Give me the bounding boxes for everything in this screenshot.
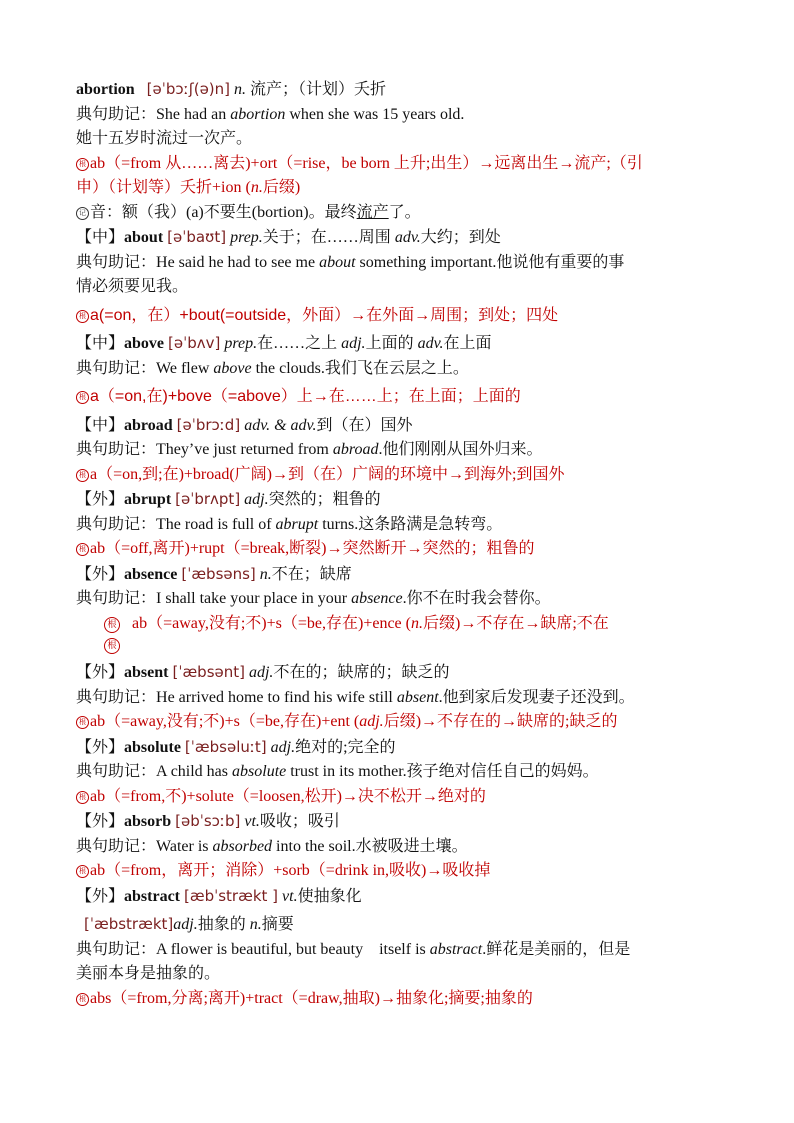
- etymology-text: abs（=from,分离;离开)+tract（=draw,抽取)→抽象化;摘要;抽象的: [90, 989, 533, 1007]
- phonetic: [ˈæbstrækt]: [84, 915, 174, 933]
- example-text: I shall take your place in your: [156, 590, 352, 607]
- etymology-line: [76, 463, 726, 488]
- example-text: turns.这条路满是急转弯。: [318, 515, 503, 533]
- phonetic: [əˈbʌv]: [168, 334, 221, 352]
- phonetic: [æbˈstrækt ]: [184, 886, 279, 905]
- entry-absent-head: [76, 660, 726, 686]
- etymology-line: [76, 385, 726, 410]
- entry-above-example: [76, 357, 726, 382]
- entry-absolute-head: [76, 735, 726, 761]
- definition: 摘要: [261, 916, 294, 933]
- example-text: .你不在时我会替你。: [402, 590, 551, 607]
- part-of-speech: adj.: [270, 738, 296, 756]
- example-label: 典句助记：: [76, 688, 157, 706]
- part-of-speech: prep.: [224, 335, 258, 352]
- example-text: .他到家后发现妻子还没到。: [438, 688, 635, 706]
- etymology-line: [76, 304, 726, 329]
- root-icon: 根: [76, 391, 89, 404]
- definition: 在……之上: [257, 335, 342, 352]
- example-text: He said he had to see me: [156, 253, 320, 271]
- vocabulary-page: [76, 77, 726, 1011]
- example-text: We flew: [156, 359, 214, 377]
- etymology-line: [76, 785, 726, 810]
- level-tag: 【中】: [76, 416, 125, 434]
- etymology-line: [76, 710, 726, 735]
- example-text: when she was 15 years old.: [285, 105, 465, 123]
- example-word: absolute: [232, 763, 287, 780]
- phonetic: [əbˈsɔːb]: [175, 812, 241, 830]
- etymology-text: 后缀)→不存在→缺席;不在: [422, 614, 609, 632]
- etymology-line: [76, 537, 726, 562]
- example-label: 典句助记：: [76, 763, 157, 780]
- part-of-speech: n.: [249, 916, 262, 933]
- definition: 到（在）国外: [316, 416, 413, 434]
- etymology-text: ab（=from，离开；消除）+sorb（=drink in,吸收)→吸收掉: [90, 862, 491, 879]
- entry-abstract-example: [76, 938, 726, 963]
- level-tag: 【外】: [76, 887, 125, 905]
- root-icon: 根: [76, 158, 89, 171]
- entry-abrupt-example: [76, 513, 726, 538]
- phonetic: [əˈbrɔːd]: [176, 415, 241, 434]
- etymology-pos: n.: [250, 179, 263, 196]
- root-icon-row: [76, 636, 726, 654]
- example-text: .他们刚刚从国外归来。: [378, 441, 543, 458]
- part-of-speech: n.: [259, 565, 272, 583]
- root-icon: 根: [104, 638, 120, 654]
- phonetic: [ˈæbsənt]: [172, 663, 245, 681]
- example-text: She had an: [156, 105, 231, 123]
- example-label: 典句助记：: [76, 253, 157, 271]
- entry-absorb-example: [76, 835, 726, 860]
- part-of-speech: adj.: [341, 335, 366, 352]
- headword: abortion: [76, 81, 135, 98]
- etymology-text: ab（=away,没有;不)+s（=be,存在)+ence (: [132, 614, 411, 632]
- headword: about: [124, 229, 164, 246]
- headword: abrupt: [124, 491, 172, 508]
- entry-abstract-head: [76, 884, 726, 910]
- entry-absence-head: [76, 562, 726, 588]
- part-of-speech: adj.: [244, 491, 269, 508]
- etymology-text: 后缀)→不存在的→缺席的;缺乏的: [383, 713, 618, 730]
- definition: 上面的: [365, 335, 418, 352]
- example-word: abroad: [332, 441, 379, 458]
- etymology-line: [76, 987, 726, 1012]
- etymology-text: a（=on,到;在)+broad(广阔)→到（在）广阔的环境中→到海外;到国外: [90, 465, 565, 483]
- example-text: The road is full of: [156, 515, 276, 533]
- example-text: Water is: [156, 837, 213, 855]
- headword: abroad: [124, 416, 173, 434]
- phonetic: [ˈæbsəns]: [181, 564, 256, 583]
- example-translation: 情必须要见我。: [76, 278, 189, 295]
- example-label: 典句助记：: [76, 515, 157, 533]
- level-tag: 【外】: [76, 738, 125, 756]
- root-icon: 根: [76, 865, 89, 878]
- entry-absence-example: [76, 587, 726, 612]
- example-text: A flower is beautiful, but beauty itself is: [156, 940, 430, 958]
- definition: 大约；到处: [420, 229, 501, 246]
- level-tag: 【外】: [76, 491, 125, 508]
- part-of-speech: n.: [234, 81, 247, 98]
- entry-absolute-example: [76, 760, 726, 785]
- example-text: He arrived home to find his wife still: [156, 688, 397, 706]
- example-label: 典句助记：: [76, 359, 157, 377]
- example-text: A child has: [156, 763, 233, 780]
- etymology-text: a(=on，在）+bout(=outside，外面）→在外面→周围；到处；四处: [90, 306, 559, 324]
- example-word: abstract: [429, 940, 483, 958]
- entry-about-head: [76, 225, 726, 251]
- example-translation: 美丽本身是抽象的。: [76, 965, 221, 982]
- etymology-text: 申）（计划等）夭折+ion (: [76, 179, 251, 196]
- memory-underlined: 流产: [356, 203, 389, 221]
- example-word: abortion: [230, 105, 286, 123]
- part-of-speech: vt.: [244, 813, 260, 830]
- example-text: into the soil.水被吸进土壤。: [272, 837, 468, 855]
- part-of-speech: prep.: [230, 229, 263, 246]
- part-of-speech: vt.: [282, 887, 298, 905]
- level-tag: 【中】: [76, 229, 125, 246]
- definition: 抽象的: [197, 916, 250, 933]
- example-label: 典句助记：: [76, 940, 157, 958]
- root-icon: 根: [76, 791, 89, 804]
- part-of-speech: adj.: [248, 664, 274, 681]
- part-of-speech: adj.: [173, 916, 198, 933]
- etymology-line: [76, 612, 726, 637]
- example-word: absent: [396, 688, 439, 706]
- phonetic: [əˈbrʌpt]: [175, 490, 241, 508]
- definition: 关于；在……周围: [262, 229, 395, 246]
- etymology-pos: n.: [410, 614, 423, 632]
- example-text: .鲜花是美丽的，但是: [482, 940, 631, 958]
- level-tag: 【外】: [76, 664, 125, 681]
- definition: 吸收；吸引: [259, 813, 340, 830]
- etymology-text: ab（=from 从……离去)+ort（=rise，be born 上升;出生）→远离出生→流产;（引: [90, 154, 643, 172]
- part-of-speech: adv. & adv.: [244, 416, 317, 434]
- root-icon: 根: [76, 310, 89, 323]
- headword: abstract: [124, 887, 180, 905]
- definition: 不在；缺席: [271, 565, 352, 583]
- headword: absent: [124, 664, 169, 681]
- etymology-line: [76, 176, 726, 201]
- entry-abrupt-head: [76, 487, 726, 513]
- headword: absolute: [124, 738, 181, 756]
- root-icon: 根: [76, 543, 89, 556]
- root-icon: 根: [104, 617, 120, 633]
- entry-absent-example: [76, 686, 726, 711]
- definition: 绝对的;完全的: [295, 738, 396, 756]
- example-label: 典句助记：: [76, 837, 157, 855]
- level-tag: 【外】: [76, 813, 125, 830]
- entry-abroad-example: [76, 438, 726, 463]
- phonetic: [əˈbaʊt]: [167, 228, 227, 246]
- root-icon: 根: [76, 716, 89, 729]
- example-label: 典句助记：: [76, 441, 157, 458]
- memory-icon: 记: [76, 207, 89, 220]
- memory-line: [76, 201, 726, 226]
- entry-absorb-head: [76, 809, 726, 835]
- example-label: 典句助记：: [76, 590, 157, 607]
- definition: 流产；（计划）夭折: [246, 81, 387, 98]
- etymology-text: ab（=away,没有;不)+s（=be,存在)+ent (: [90, 713, 360, 730]
- etymology-line: [76, 859, 726, 884]
- example-label: 典句助记：: [76, 105, 157, 123]
- example-text: something important.他说他有重要的事: [355, 253, 625, 271]
- phonetic: [ˈæbsəluːt]: [184, 737, 267, 756]
- example-translation: 她十五岁时流过一次产。: [76, 130, 253, 147]
- example-word: absorbed: [212, 837, 273, 855]
- entry-abortion-example: [76, 103, 726, 128]
- part-of-speech: adv.: [394, 229, 421, 246]
- entry-about-example: [76, 251, 726, 276]
- definition: 突然的；粗鲁的: [268, 491, 381, 508]
- headword: absence: [124, 565, 178, 583]
- level-tag: 【外】: [76, 565, 125, 583]
- etymology-pos: adj.: [359, 713, 384, 730]
- memory-text: 了。: [388, 203, 421, 221]
- etymology-text: ab（=off,离开)+rupt（=break,断裂)→突然断开→突然的；粗鲁的: [90, 540, 535, 557]
- example-word: absence: [351, 590, 403, 607]
- example-text: the clouds.我们飞在云层之上。: [251, 359, 469, 377]
- example-word: above: [213, 359, 252, 377]
- example-word: about: [319, 253, 356, 271]
- example-text: trust in its mother.孩子绝对信任自己的妈妈。: [286, 763, 599, 780]
- example-text: They’ve just returned from: [156, 441, 333, 458]
- etymology-line: [76, 152, 726, 177]
- level-tag: 【中】: [76, 335, 125, 352]
- etymology-text: a（=on,在)+bove（=above）上→在……上；在上面；上面的: [90, 388, 521, 405]
- definition: 在上面: [443, 335, 492, 352]
- entry-abortion-head: [76, 77, 726, 103]
- example-word: abrupt: [275, 515, 319, 533]
- entry-abroad-head: [76, 413, 726, 439]
- etymology-text: ab（=from,不)+solute（=loosen,松开)→决不松开→绝对的: [90, 787, 486, 805]
- memory-text: 音：额（我）(a)不要生(bortion)。最终: [90, 203, 357, 221]
- root-icon: 根: [76, 469, 89, 482]
- etymology-text: 后缀): [262, 179, 301, 196]
- root-icon: 根: [76, 993, 89, 1006]
- headword: absorb: [124, 813, 172, 830]
- phonetic: [əˈbɔːʃ(ə)n]: [146, 80, 231, 98]
- entry-abstract-subhead: [76, 912, 726, 938]
- headword: above: [124, 335, 165, 352]
- entry-above-head: [76, 331, 726, 357]
- definition: 不在的；缺席的；缺乏的: [273, 664, 450, 681]
- part-of-speech: adv.: [417, 335, 444, 352]
- definition: 使抽象化: [297, 887, 362, 905]
